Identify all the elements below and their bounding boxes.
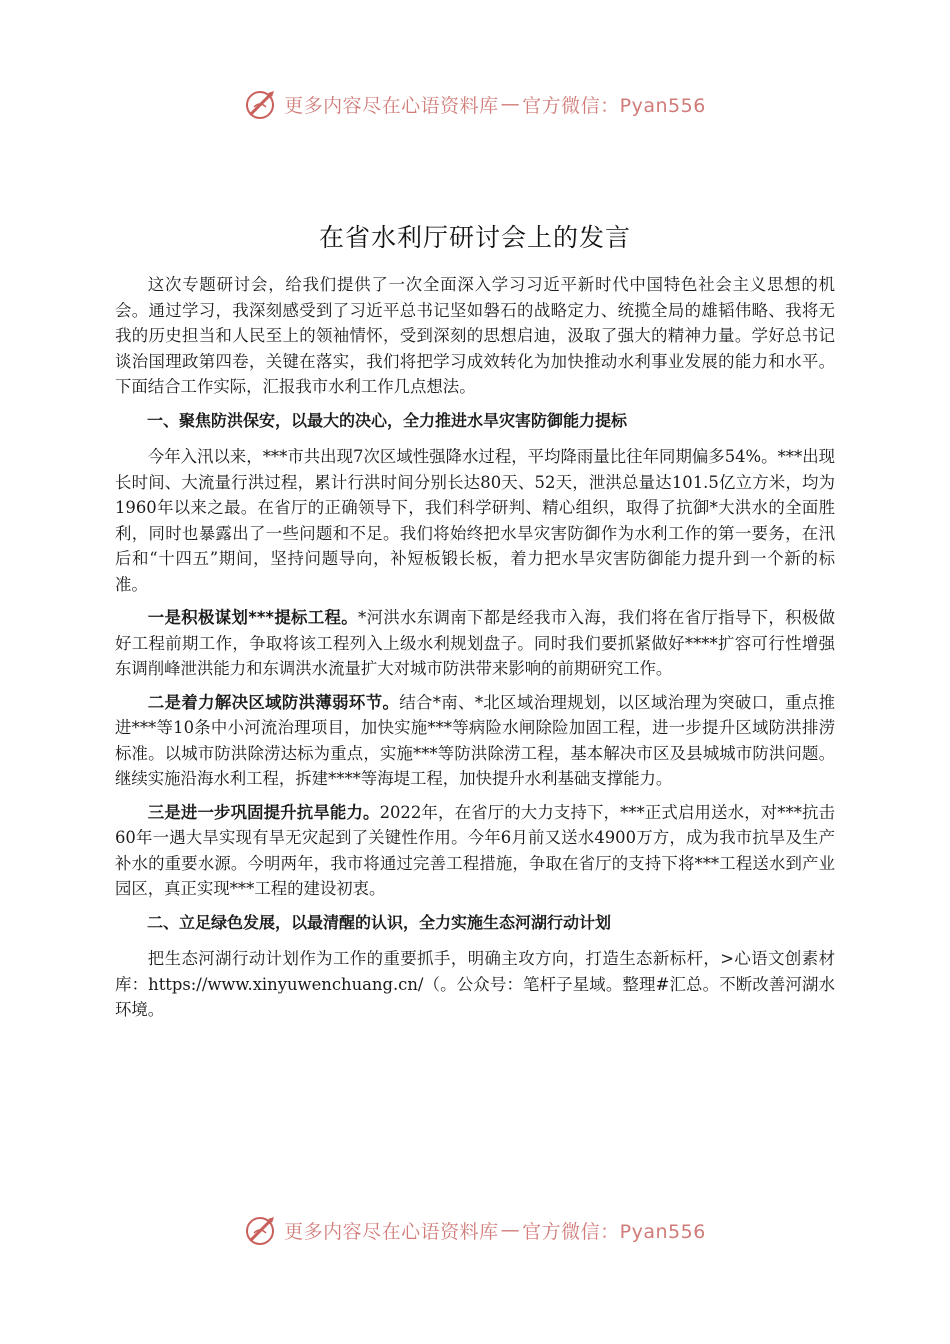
section-1-heading: 一、聚焦防洪保安，以最大的决心，全力推进水旱灾害防御能力提标 [147, 410, 628, 430]
item-3-text: 2022年，在省厅的大力支持下，***正式启用送水，对***抗击60年一遇大旱实现有旱无灾起到了关键性作用。今年6月前又送水4900万方，成为我市抗旱及生产补水的重要水源。今明两年，我市将通过完善工程措施，争取在省厅的支持下将***工程送水到产业园区，真正实现***工程的建设初衷。 [115, 802, 836, 898]
item-2-text: 结合*南、*北区域治理规划，以区域治理为突破口，重点推进***等10条中小河流治理项目，加快实施***等病险水闸除险加固工程，进一步提升区域防洪排涝标准。以城市防洪除涝达标为重点，实施***等防洪除涝工程，基本解决市区及县城城市防洪问题。继续实施沿海水利工程，拆建****等海堤工程，加快提升水利基础支撑能力。 [115, 692, 836, 788]
watermark-text: 更多内容尽在心语资料库 [284, 94, 499, 117]
section-1-item-2 [115, 690, 835, 792]
item-3-lead: 三是进一步巩固提升抗旱能力。 [147, 802, 380, 822]
page-title: 在省水利厅研讨会上的发言 [318, 223, 631, 252]
item-1-text: *河洪水东调南下都是经我市入海，我们将在省厅指导下，积极做好工程前期工作，争取将该工程列入上级水利规划盘子。同时我们要抓紧做好****扩容可行性增强东调削峰泄洪能力和东调洪水流量扩大对城市防洪带来影响的前期研究工作。 [115, 608, 835, 678]
section-2-heading: 二、立足绿色发展，以最清醒的认识，全力实施生态河湖行动计划 [147, 912, 612, 932]
watermark-contact: 官方微信：Pyan556 [522, 1220, 706, 1243]
brush-logo-icon [244, 87, 278, 121]
section-1-item-3 [115, 800, 835, 902]
item-1-lead: 一是积极谋划***提标工程。 [147, 608, 359, 627]
footer-watermark [0, 1210, 950, 1250]
document-body [115, 272, 835, 1031]
header-watermark [0, 84, 950, 124]
intro-paragraph: 这次专题研讨会，给我们提供了一次全面深入学习习近平新时代中国特色社会主义思想的机会。通过学习，我深刻感受到了习近平总书记坚如磐石的战略定力、统揽全局的雄韬伟略、我将无我的历史担当和人民至上的领袖情怀，受到深刻的思想启迪，汲取了强大的精神力量。学好总书记谈治国理政第四卷，关键在落实，我们将把学习成效转化为加快推动水利事业发展的能力和水平。下面结合工作实际，汇报我市水利工作几点想法。 [115, 275, 835, 396]
watermark-text: 更多内容尽在心语资料库 [284, 1220, 499, 1243]
brush-logo-icon [244, 1213, 278, 1247]
watermark-contact: 官方微信：Pyan556 [522, 94, 706, 117]
watermark-separator: — [500, 1219, 521, 1241]
section-1-item-1 [115, 605, 835, 682]
section-1-paragraph: 今年入汛以来，***市共出现7次区域性强降水过程，平均降雨量比往年同期偏多54%。***出现长时间、大流量行洪过程，累计行洪时间分别长达80天、52天，泄洪总量达101.5亿立方米，均为1960年以来之最。在省厅的正确领导下，我们科学研判、精心组织，取得了抗御*大洪水的全面胜利，同时也暴露出了一些问题和不足。我们将始终把水旱灾害防御作为水利工作的第一要务，在汛后和“十四五”期间，坚持问题导向，补短板锻长板，着力把水旱灾害防御能力提升到一个新的标准。 [115, 447, 835, 594]
watermark-separator: — [500, 93, 521, 115]
section-2-paragraph: 把生态河湖行动计划作为工作的重要抓手，明确主攻方向，打造生态新标杆，>心语文创素材库：https://www.xinyuwenchuang.cn/（。公众号：笔杆子星域。整理#汇总。不断改善河湖水环境。 [115, 949, 835, 1019]
item-2-lead: 二是着力解决区域防洪薄弱环节。 [147, 692, 400, 712]
